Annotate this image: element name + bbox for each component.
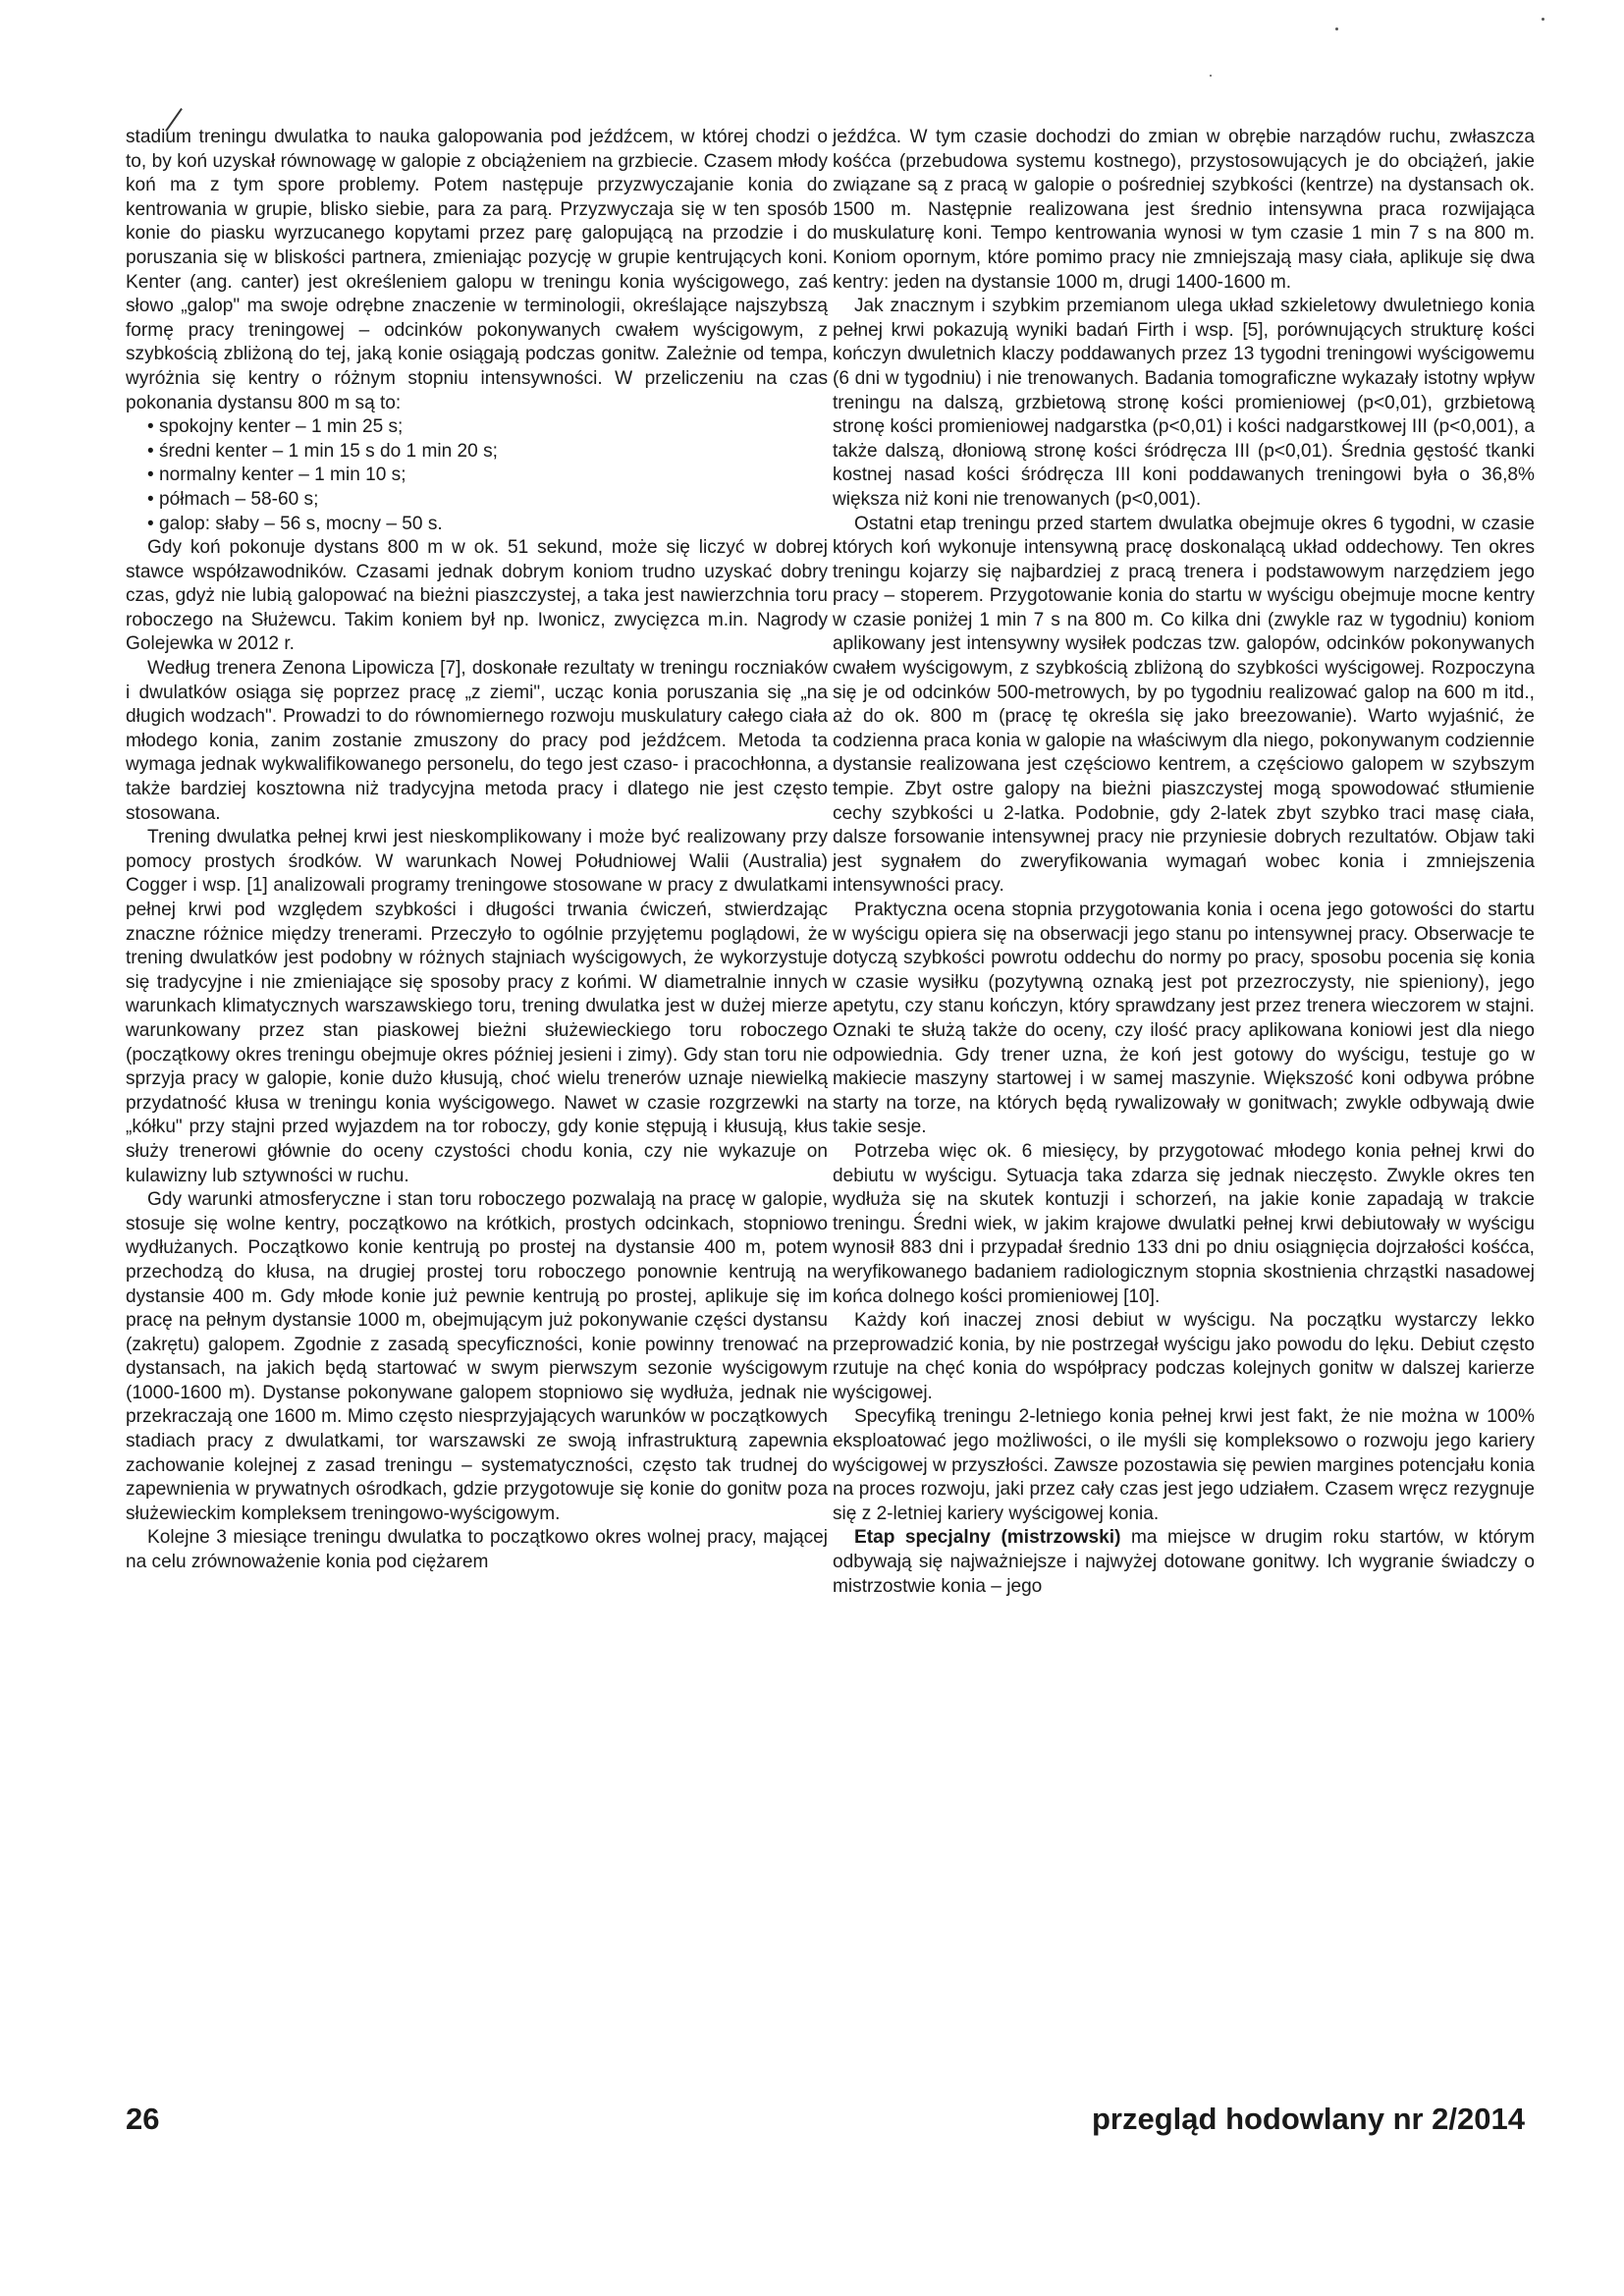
paragraph-text: Specyfiką treningu 2-letniego konia pełnej krwi jest fakt, że nie można w 100% eksploatować jego możliwości, o ile myśli się kompleksowo o rozwoju jego kariery wyścigowej w przyszłości. Zawsze pozostawia się pewien margines potencjału konia na proces rozwoju, jaki przez cały czas jest jego udziałem. Czasem wręcz rezygnuje się z 2-letniej kariery wyścigowej konia.: [833, 1406, 1535, 1524]
paragraph: [126, 1526, 828, 1574]
list-item: • spokojny kenter – 1 min 25 s;: [147, 415, 828, 440]
paragraph: [833, 513, 1535, 900]
paragraph-text: Jak znacznym i szybkim przemianom ulega układ szkieletowy dwuletniego konia pełnej krwi pokazują wyniki badań Firth i wsp. [5], porównujących strukturę kości kończyn dwuletnich klaczy poddawanych przez 13 tygodni treningowi wyścigowemu (6 dni w tygodniu) i nie trenowanych. Badania tomograficzne wykazały istotny wpływ treningu na dalszą, grzbietową stronę kości promieniowej (p<0,01), grzbietową stronę kości promieniowej nadgarstka (p<0,01) i kości nadgarstkowej III (p<0,001), a także dalszą, dłoniową stronę kości śródręcza III (p<0,01). Średnia gęstość tkanki kostnej nasad kości śródręcza III koni poddawanych treningowi była o 36,8% większa niż koni nie trenowanych (p<0,001).: [833, 296, 1535, 510]
section-lead: Etap specjalny (mistrzowski): [854, 1527, 1121, 1549]
journal-title: przegląd hodowlany nr 2/2014: [1091, 2102, 1525, 2136]
paragraph: [833, 1405, 1535, 1526]
list-item: • normalny kenter – 1 min 10 s;: [147, 464, 828, 488]
paragraph: [126, 536, 828, 657]
paragraph: [833, 1309, 1535, 1405]
paragraph-text: Gdy warunki atmosferyczne i stan toru roboczego pozwalają na pracę w galopie, stosuje się wolne kentry, początkowo na krótkich, prostych odcinkach, stopniowo wydłużanych. Początkowo konie kentrują po prostej na dystansie 400 m, potem przechodzą do kłusa, na drugiej prostej toru roboczego ponownie kentrują na dystansie 400 m. Gdy młode konie już pewnie kentrują po prostej, aplikuje się im pracę na pełnym dystansie 1000 m, obejmującym już pokonywanie części dystansu (zakrętu) galopem. Zgodnie z zasadą specyficzności, konie powinny trenować na dystansach, na jakich będą startować w swym pierwszym sezonie wyścigowym (1000-1600 m). Dystanse pokonywane galopem stopniowo się wydłuża, jednak nie przekraczają one 1600 m. Mimo często niesprzyjających warunków w początkowych stadiach pracy z dwulatkami, tor warszawski ze swoją infrastrukturą zapewnia zachowanie kolejnej z zasad treningu – systematyczności, często tak trudnej do zapewnienia w prywatnych ośrodkach, gdzie przygotowuje się konie do gonitw poza służewieckim kompleksem treningowo-wyścigowym.: [126, 1189, 828, 1524]
paragraph: [833, 126, 1535, 295]
paragraph: [126, 126, 828, 415]
page-number: 26: [126, 2102, 160, 2136]
paragraph-text: stadium treningu dwulatka to nauka galopowania pod jeźdźcem, w której chodzi o to, by koń uzyskał równowagę w galopie z obciążeniem na grzbiecie. Czasem młody koń ma z tym spore problemy. Potem następuje przyzwyczajanie konia do kentrowania w grupie, blisko siebie, para za parą. Przyzwyczaja się w ten sposób konie do piasku wyrzucanego kopytami przez parę galopującą na przodzie i do poruszania się w bliskości partnera, zmieniając pozycję w grupie kentrujących koni. Kenter (ang. canter) jest określeniem galopu w treningu konia wyścigowego, zaś słowo „galop" ma swoje odrębne znaczenie w terminologii, określające najszybszą formę pracy treningowej – odcinków pokonywanych cwałem wyścigowym, z szybkością zbliżoną do tej, jaką konie osiągają podczas gonitw. Zależnie od tempa, wyróżnia się kentry o różnym stopniu intensywności. W przeliczeniu na czas pokonania dystansu 800 m są to:: [126, 127, 828, 413]
paragraph: [126, 1188, 828, 1526]
paragraph-text: Trening dwulatka pełnej krwi jest nieskomplikowany i może być realizowany przy pomocy prostych środków. W warunkach Nowej Południowej Walii (Australia) Cogger i wsp. [1] analizowali programy treningowe stosowane w pracy z dwulatkami pełnej krwi pod względem szybkości i długości trwania ćwiczeń, stwierdzając znaczne różnice między trenerami. Przeczyło to ogólnie przyjętemu poglądowi, że trening dwulatków jest podobny w różnych stajniach wyścigowych, że wykorzystuje się tradycyjne i nie zmieniające się sposoby pracy z końmi. W diametralnie innych warunkach klimatycznych warszawskiego toru, trening dwulatka jest w dużej mierze warunkowany przez stan piaskowej bieżni służewieckiego toru roboczego (początkowy okres treningu obejmuje okres później jesieni i zimy). Gdy stan toru nie sprzyja pracy w galopie, konie dużo kłusują, choć wielu trenerów uznaje niewielką przydatność kłusa w treningu konia wyścigowego. Nawet w czasie rozgrzewki na „kółku" przy stajni przed wyjazdem na tor roboczy, gdy konie stępują i kłusują, kłus służy trenerowi głównie do oceny czystości chodu konia, czy nie wykazuje on kulawizny lub sztywności w ruchu.: [126, 827, 828, 1186]
paragraph-text: Praktyczna ocena stopnia przygotowania konia i ocena jego gotowości do startu w wyścigu opiera się na obserwacji jego stanu po intensywnej pracy. Obserwacje te dotyczą szybkości powrotu oddechu do normy po pracy, sposobu pocenia się konia w czasie wysiłku (pozytywną oznaką jest pot przezroczysty, nie spieniony), jego apetytu, czy stanu kończyn, który sprawdzany jest przez trenera wieczorem w stajni. Oznaki te służą także do oceny, czy ilość pracy aplikowana koniowi jest dla niego odpowiednia. Gdy trener uzna, że koń jest gotowy do wyścigu, testuje go w makiecie maszyny startowej i w samej maszynie. Większość koni odbywa próbne starty na torze, na których będą rywalizowały w gonitwach; zwykle odbywają dwie takie sesje.: [833, 900, 1535, 1138]
paragraph: [833, 295, 1535, 512]
paragraph-text: Potrzeba więc ok. 6 miesięcy, by przygotować młodego konia pełnej krwi do debiutu w wyścigu. Sytuacja taka zdarza się jednak nieczęsto. Zwykle okres ten wydłuża się na skutek kontuzji i schorzeń, na jakie konie zapadają w trakcie treningu. Średni wiek, w jakim krajowe dwulatki pełnej krwi debiutowały w wyścigu wynosił 883 dni i przypadał średnio 133 dni po dniu osiągnięcia dojrzałości kośćca, weryfikowanego badaniem radiologicznym stopnia skostnienia chrząstki nasadowej końca dolnego kości promieniowej [10].: [833, 1140, 1535, 1307]
paragraph: [833, 899, 1535, 1140]
scan-speck: [1542, 18, 1544, 21]
paragraph: [126, 657, 828, 826]
paragraph-text: Ostatni etap treningu przed startem dwulatka obejmuje okres 6 tygodni, w czasie których koń wykonuje intensywną pracę doskonalącą układ oddechowy. Ten okres treningu kojarzy się najbardziej z pracą trenera i podstawowym narzędziem jego pracy – stoperem. Przygotowanie konia do startu w wyścigu obejmuje mocne kentry w czasie poniżej 1 min 7 s na 800 m. Co kilka dni (zwykle raz w tygodniu) koniom aplikowany jest intensywny wysiłek podczas tzw. galopów, odcinków pokonywanych cwałem wyścigowym, z szybkością zbliżoną do szybkości wyścigowej. Rozpoczyna się je od odcinków 500-metrowych, by po tygodniu realizować galop na 600 m itd., aż do ok. 800 m (pracę tę określa się jako breezowanie). Warto wyjaśnić, że codzienna praca konia w galopie na właściwym dla niego, pokonywanym codziennie dystansie realizowana jest częściowo kentrem, a częściowo galopem w szybszym tempie. Zbyt ostre galopy na bieżni piaszczystej mogą spowodować stłumienie cechy szybkości u 2-latka. Podobnie, gdy 2-latek zbyt szybko traci masę ciała, dalsze forsowanie intensywnej pracy nie przyniesie dobrych rezultatów. Objaw taki jest sygnałem do zweryfikowania wymagań wobec konia i zmniejszenia intensywności pracy.: [833, 513, 1535, 897]
paragraph: [833, 1526, 1535, 1599]
paragraph: [126, 826, 828, 1188]
paragraph-text: ma miejsce w drugim roku startów, w którym odbywają się najważniejsze i najwyżej dotowane gonitwy. Ich wygranie świadczy o mistrzostwie konia – jego: [833, 1527, 1536, 1597]
scan-speck: [1210, 75, 1212, 77]
tempo-list: [126, 415, 828, 536]
scan-speck: [1335, 27, 1338, 30]
right-text-column: [833, 126, 1535, 1599]
paragraph-text: Każdy koń inaczej znosi debiut w wyścigu. Na początku wystarczy lekko przeprowadzić konia, by nie postrzegał wyścigu jako powodu do lęku. Debiut często rzutuje na chęć konia do współpracy podczas kolejnych gonitw w dalszej karierze wyścigowej.: [833, 1310, 1535, 1403]
paragraph-text: Kolejne 3 miesiące treningu dwulatka to początkowo okres wolnej pracy, mającej na celu zrównoważenie konia pod ciężarem: [126, 1527, 828, 1573]
paragraph-text: Według trenera Zenona Lipowicza [7], doskonałe rezultaty w treningu roczniaków i dwulatków osiąga się poprzez pracę „z ziemi", ucząc konia poruszania się „na długich wodzach". Prowadzi to do równomiernego rozwoju muskulatury całego ciała młodego konia, zanim zostanie zmuszony do pracy pod jeźdźcem. Metoda ta wymaga jednak wykwalifikowanego personelu, do tego jest czaso- i pracochłonna, a także bardziej kosztowna niż tradycyjna metoda pracy i dlatego nie jest często stosowana.: [126, 658, 828, 824]
list-item: • półmach – 58-60 s;: [147, 488, 828, 513]
paragraph-text: jeźdźca. W tym czasie dochodzi do zmian w obrębie narządów ruchu, zwłaszcza kośćca (przebudowa systemu kostnego), przystosowujących je do obciążeń, jakie związane są z pracą w galopie o pośredniej szybkości (kentrze) na dystansach ok. 1500 m. Następnie realizowana jest średnio intensywna praca rozwijająca muskulaturę koni. Tempo kentrowania wynosi w tym czasie 1 min 7 s na 800 m. Koniom opornym, które pomimo pracy nie zmniejszają masy ciała, aplikuje się dwa kentry: jeden na dystansie 1000 m, drugi 1400-1600 m.: [833, 127, 1535, 293]
paragraph-text: Gdy koń pokonuje dystans 800 m w ok. 51 sekund, może się liczyć w dobrej stawce współzawodników. Czasami jednak dobrym koniom trudno uzyskać dobry czas, gdyż nie lubią galopować na bieżni piaszczystej, a taka jest nawierzchnia toru roboczego na Służewcu. Takim koniem był np. Iwonicz, zwycięzca m.in. Nagrody Golejewka w 2012 r.: [126, 537, 828, 655]
list-item: • galop: słaby – 56 s, mocny – 50 s.: [147, 513, 828, 537]
list-item: • średni kenter – 1 min 15 s do 1 min 20 s;: [147, 440, 828, 465]
left-text-column: [126, 126, 828, 1575]
paragraph: [833, 1140, 1535, 1309]
